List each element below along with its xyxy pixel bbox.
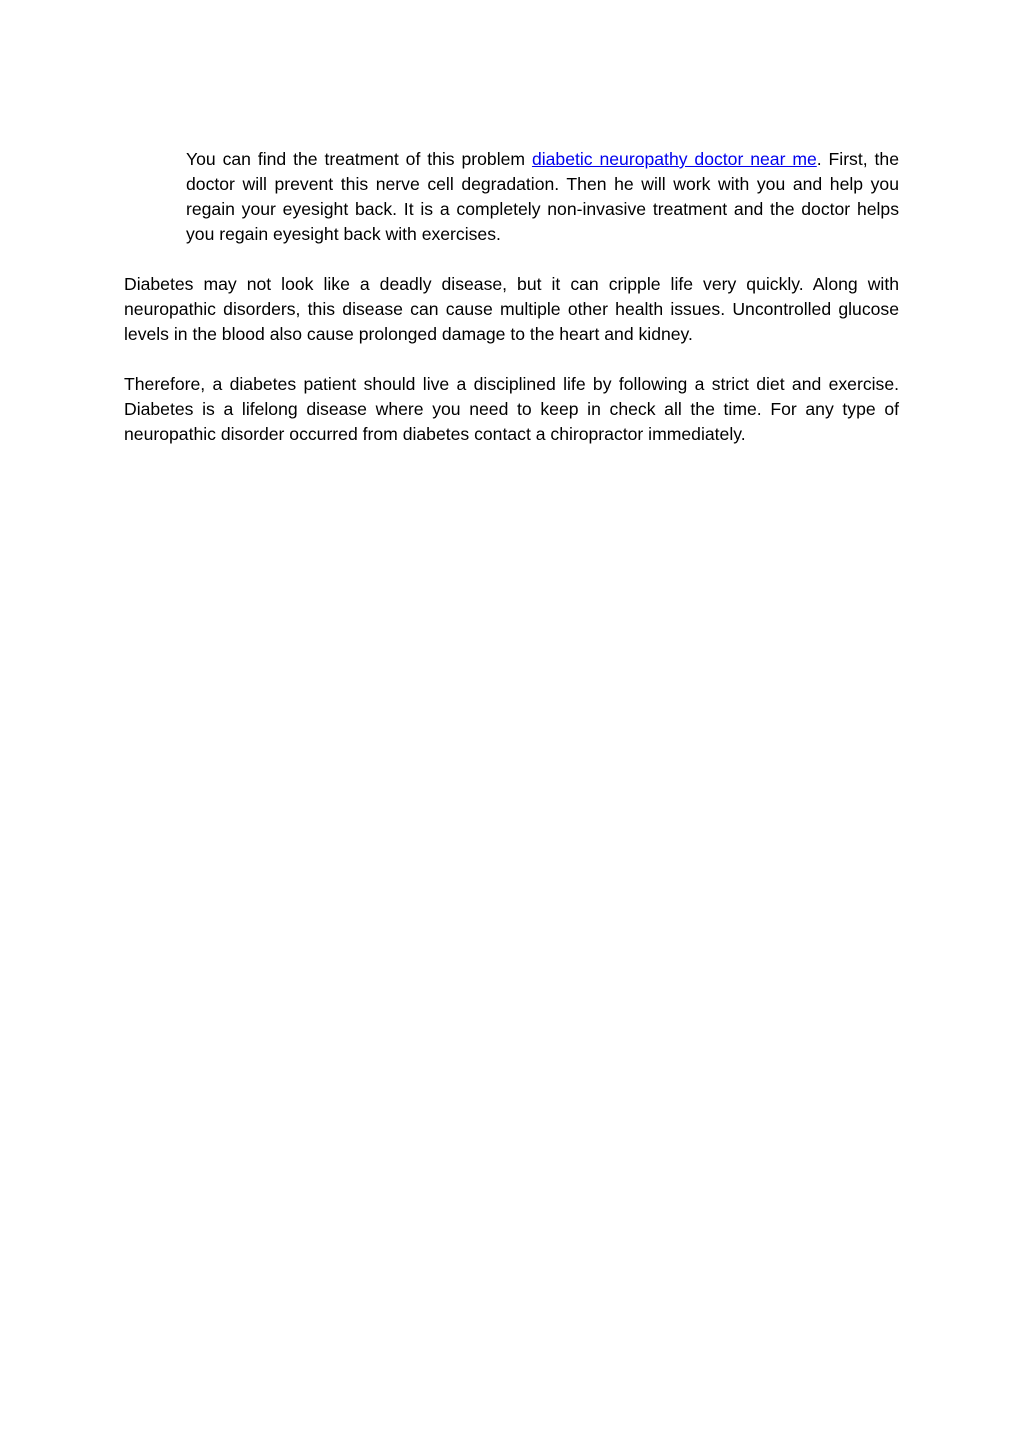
paragraph-treatment-intro: You can find the treatment of this problem (186, 149, 532, 169)
paragraph-conclusion: Therefore, a diabetes patient should live a disciplined life by following a strict diet and exercise. Diabetes is a lifelong disease where you need to keep in check all the time. For any type of neuropathic disorder occurred from diabetes contact a chiropractor immediately. (124, 374, 899, 444)
paragraph-treatment-body: . First, the doctor will prevent this nerve cell degradation. Then he will work with you and help you regain your eyesight back. It is a completely non-invasive treatment and the doctor helps you regain eyesight back with exercises. (186, 149, 899, 244)
diabetic-neuropathy-doctor-link[interactable]: diabetic neuropathy doctor near me (531, 149, 817, 169)
paragraph-diabetes-risks: Diabetes may not look like a deadly disease, but it can cripple life very quickly. Along with neuropathic disorders, this disease can cause multiple other health issues. Uncontrolled glucose levels in the blood also cause prolonged damage to the heart and kidney. (124, 274, 899, 344)
paragraph-treatment (186, 147, 899, 247)
